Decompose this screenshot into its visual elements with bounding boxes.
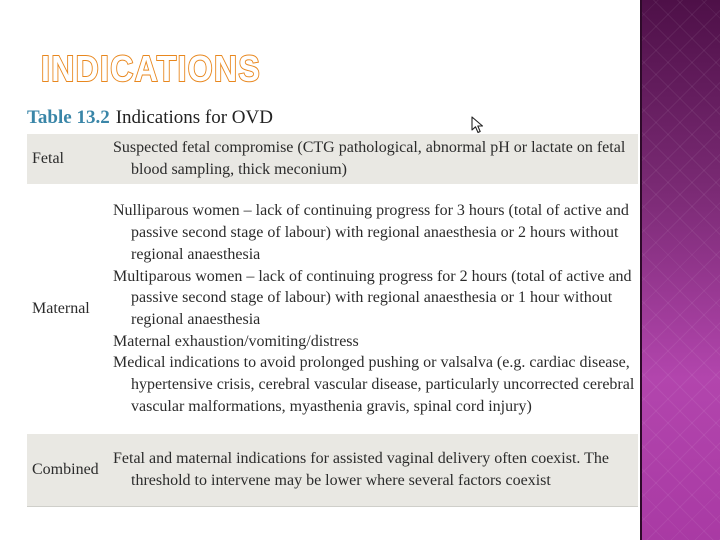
indication-item: Multiparous women – lack of continuing progress for 2 hours (total of active and passive second stage of labour) with regional anaesthesia or 1 hour without regional anaesthesia xyxy=(113,267,632,328)
indication-item: Suspected fetal compromise (CTG pathological, abnormal pH or lactate on fetal blood sampling, thick meconium) xyxy=(113,139,626,178)
table-row-maternal xyxy=(27,185,638,433)
indications-cell xyxy=(108,134,638,185)
indications-cell xyxy=(108,433,638,506)
indication-item: Fetal and maternal indications for assisted vaginal delivery often coexist. The threshold to intervene may be lower where several factors coexist xyxy=(113,450,609,489)
category-cell: Fetal xyxy=(27,134,108,185)
table-caption xyxy=(27,107,273,129)
table-caption-number: Table 13.2 xyxy=(27,107,110,128)
mouse-pointer-icon xyxy=(471,116,485,134)
indications-cell xyxy=(108,185,638,433)
slide-heading-text: INDICATIONS xyxy=(41,48,261,88)
indications-table xyxy=(27,134,638,507)
indication-item: Medical indications to avoid prolonged pushing or valsalva (e.g. cardiac disease, hypertensive crisis, cerebral vascular disease, particularly uncorrected cerebral vascular malformations, myasthenia gravis, spinal cord injury) xyxy=(113,354,635,415)
slide-heading xyxy=(40,48,270,88)
table-row-fetal xyxy=(27,134,638,185)
decorative-side-panel xyxy=(640,0,720,540)
table-caption-text: Indications for OVD xyxy=(115,107,273,128)
category-cell: Maternal xyxy=(27,185,108,433)
indication-item: Maternal exhaustion/vomiting/distress xyxy=(113,332,359,350)
indication-item: Nulliparous women – lack of continuing progress for 3 hours (total of active and passive second stage of labour) with regional anaesthesia or 2 hours without regional anaesthesia xyxy=(113,202,629,263)
category-cell: Combined xyxy=(27,433,108,506)
table-row-combined xyxy=(27,433,638,506)
